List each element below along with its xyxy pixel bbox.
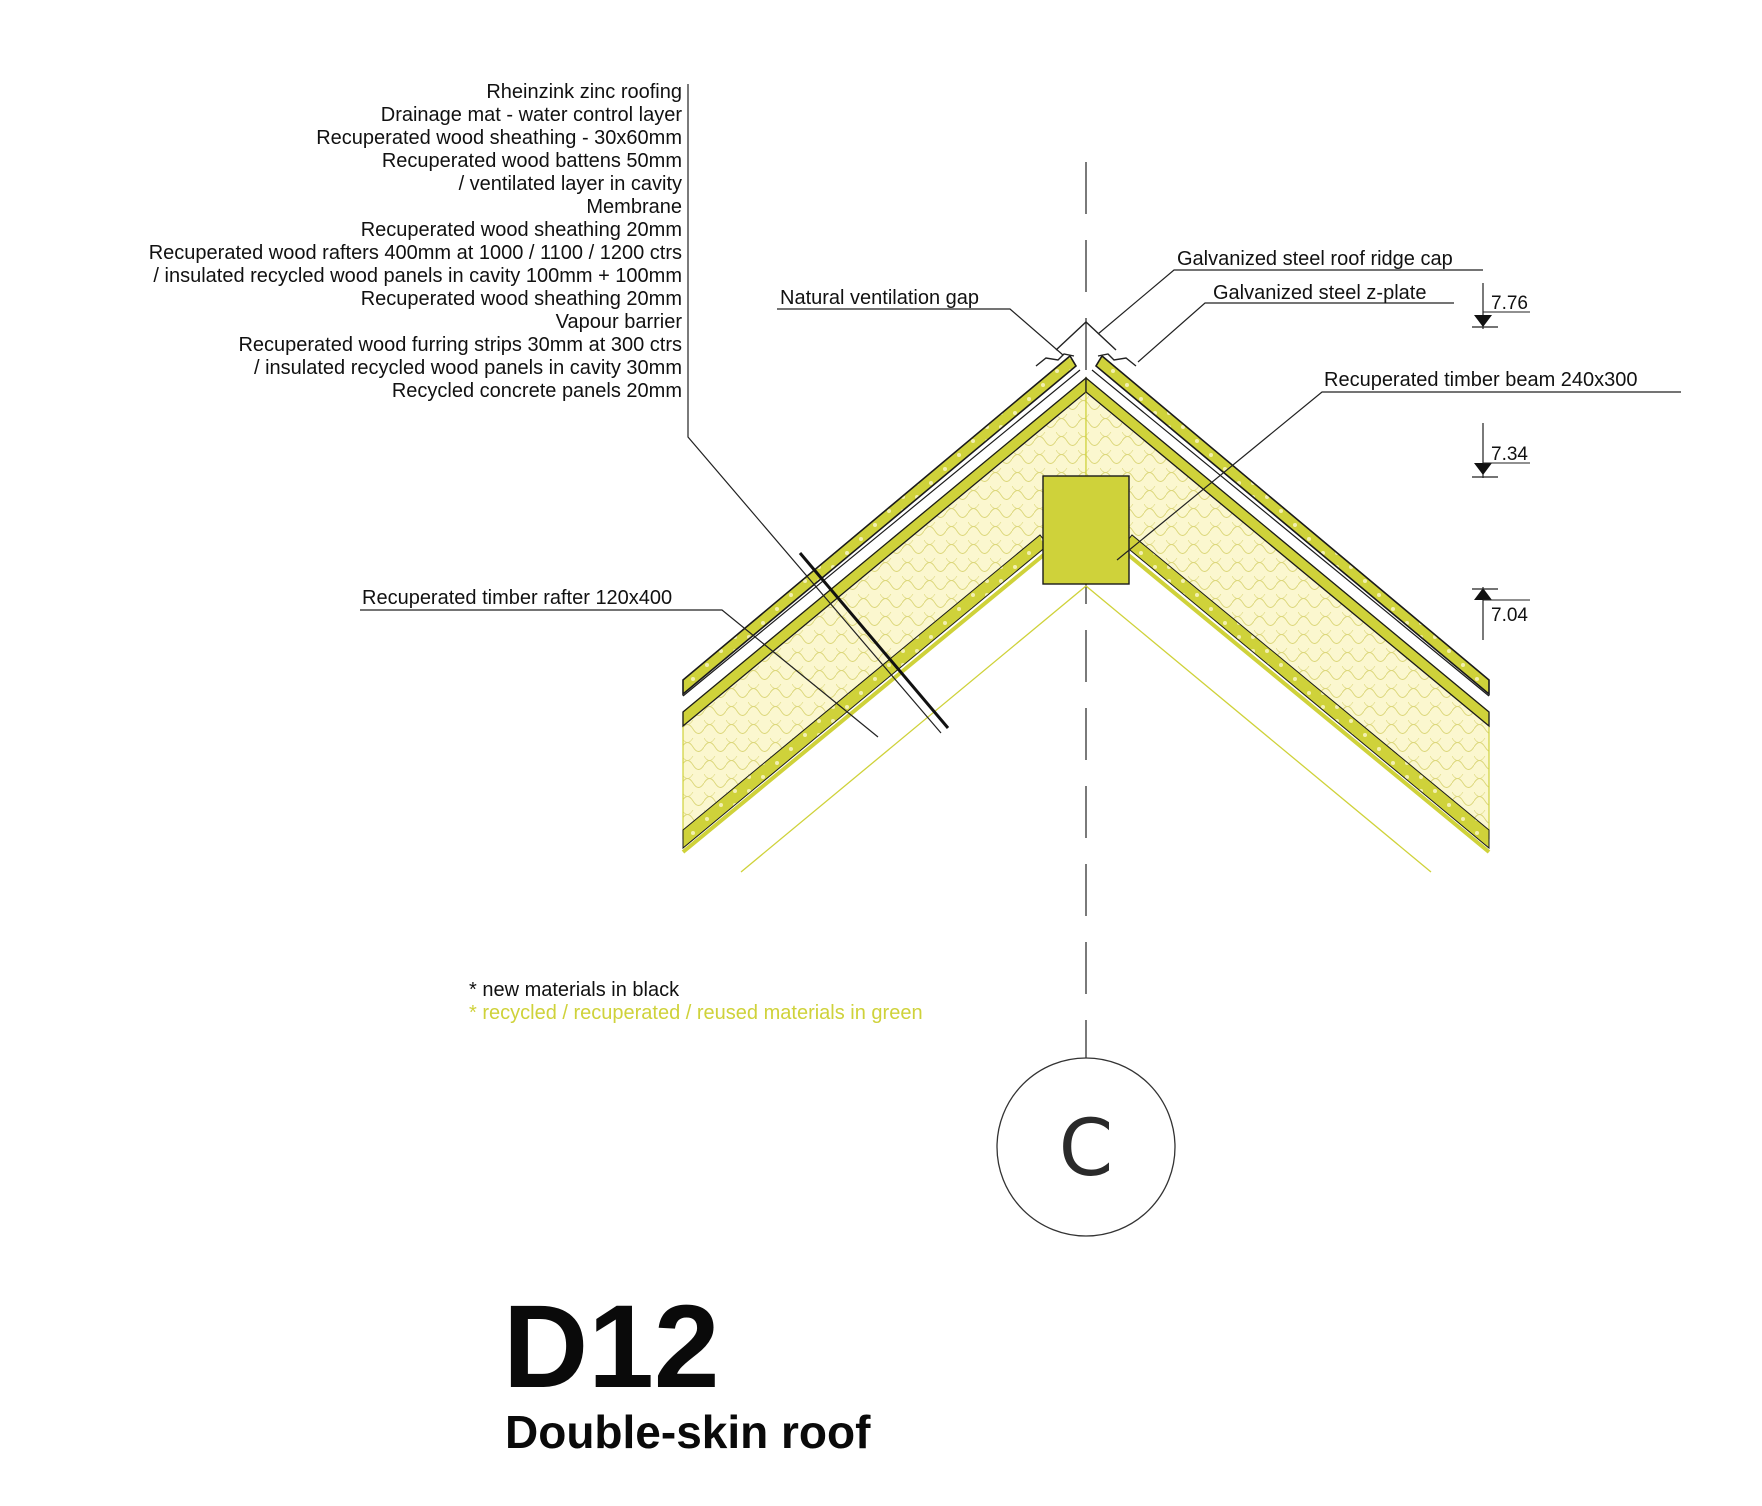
left-roof-slope — [683, 356, 1086, 852]
layer-list — [149, 81, 683, 402]
layer-item: Membrane — [586, 196, 682, 218]
z-plate-leader — [1138, 303, 1454, 362]
level-734-value: 7.34 — [1491, 444, 1528, 465]
layer-item: / insulated recycled wood panels in cavity 30mm — [254, 357, 682, 379]
right-insulation — [1086, 378, 1489, 838]
left-insulation — [683, 378, 1086, 838]
ventilation-gap-label: Natural ventilation gap — [780, 287, 980, 309]
layer-item: Recuperated wood sheathing 20mm — [360, 288, 682, 310]
layer-item: / insulated recycled wood panels in cavity 100mm + 100mm — [153, 265, 682, 287]
detail-code: D12 — [503, 1281, 720, 1413]
layer-item: Recycled concrete panels 20mm — [391, 380, 682, 402]
ridge-cap-label: Galvanized steel roof ridge cap — [1177, 248, 1453, 270]
layer-item: Recuperated wood sheathing 20mm — [360, 219, 682, 241]
ventilation-gap-leader — [777, 309, 1063, 355]
layer-item: Recuperated wood battens 50mm — [381, 150, 682, 172]
layer-item: Drainage mat - water control layer — [380, 104, 682, 126]
layer-item: Recuperated wood furring strips 30mm at 300 ctrs — [238, 334, 682, 356]
level-776-value: 7.76 — [1491, 293, 1528, 314]
layer-item: Recuperated wood rafters 400mm at 1000 / 1100 / 1200 ctrs — [148, 242, 682, 264]
layer-item: Vapour barrier — [555, 311, 682, 333]
right-roof-slope — [1086, 356, 1489, 852]
detail-title: Double-skin roof — [505, 1406, 871, 1458]
layer-item: / ventilated layer in cavity — [458, 173, 682, 195]
note-new-materials: * new materials in black — [469, 979, 680, 1001]
level-704-value: 7.04 — [1491, 605, 1528, 626]
layer-item: Recuperated wood sheathing - 30x60mm — [316, 127, 682, 149]
section-marker-letter: C — [1058, 1104, 1114, 1194]
z-plate-label: Galvanized steel z-plate — [1213, 282, 1427, 304]
timber-beam-label: Recuperated timber beam 240x300 — [1324, 369, 1638, 391]
timber-rafter-label: Recuperated timber rafter 120x400 — [362, 587, 673, 609]
note-recycled-materials: * recycled / recuperated / reused materials in green — [469, 1002, 923, 1024]
timber-beam — [1043, 476, 1129, 584]
layer-item: Rheinzink zinc roofing — [486, 81, 682, 103]
